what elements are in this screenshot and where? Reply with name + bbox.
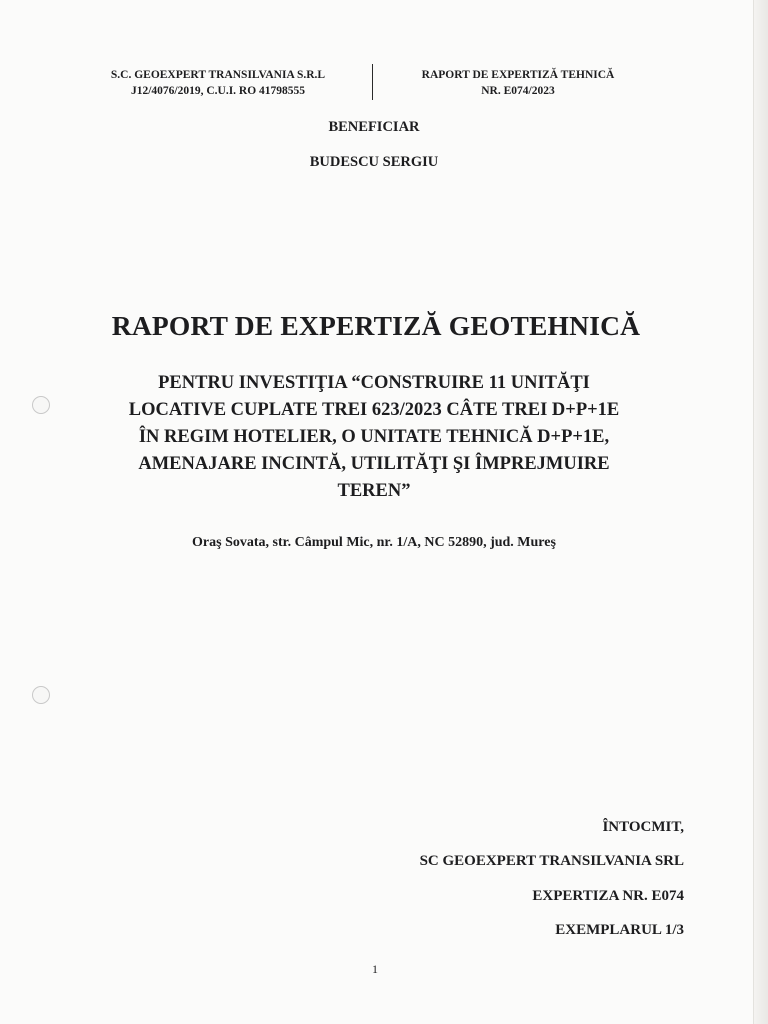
document-title: RAPORT DE EXPERTIZĂ GEOTEHNICĂ xyxy=(111,310,641,341)
copy-number: EXEMPLARUL 1/3 xyxy=(555,922,684,938)
company-name: S.C. GEOEXPERT TRANSILVANIA S.R.L xyxy=(110,69,326,81)
page-number: 1 xyxy=(372,962,378,976)
header-divider xyxy=(372,64,373,100)
prepared-by-label: ÎNTOCMIT, xyxy=(602,819,684,835)
punch-hole-top xyxy=(32,396,50,414)
expertise-number: EXPERTIZA NR. E074 xyxy=(532,888,684,904)
beneficiary-name: BUDESCU SERGIU xyxy=(309,154,439,170)
page-edge-shadow xyxy=(753,0,768,1024)
punch-hole-bottom xyxy=(32,686,50,704)
company-registration: J12/4076/2019, C.U.I. RO 41798555 xyxy=(130,85,306,97)
subject-line: TEREN” xyxy=(337,481,411,501)
header-company-block xyxy=(70,67,366,99)
beneficiary-label: BENEFICIAR xyxy=(328,119,420,135)
investment-subject xyxy=(40,370,708,505)
subject-line: ÎN REGIM HOTELIER, O UNITATE TEHNICĂ D+P+1E, xyxy=(138,427,610,447)
header-report-block xyxy=(382,67,654,99)
project-location: Oraş Sovata, str. Câmpul Mic, nr. 1/A, NC 52890, jud. Mureş xyxy=(192,535,556,550)
subject-line: LOCATIVE CUPLATE TREI 623/2023 CÂTE TREI D+P+1E xyxy=(128,400,620,420)
prepared-by-company: SC GEOEXPERT TRANSILVANIA SRL xyxy=(419,853,684,869)
report-number: NR. E074/2023 xyxy=(481,85,555,97)
subject-line: AMENAJARE INCINTĂ, UTILITĂŢI ŞI ÎMPREJMUIRE xyxy=(138,454,610,474)
report-title: RAPORT DE EXPERTIZĂ TEHNICĂ xyxy=(421,69,615,81)
subject-line: PENTRU INVESTIŢIA “CONSTRUIRE 11 UNITĂŢI xyxy=(158,373,590,393)
